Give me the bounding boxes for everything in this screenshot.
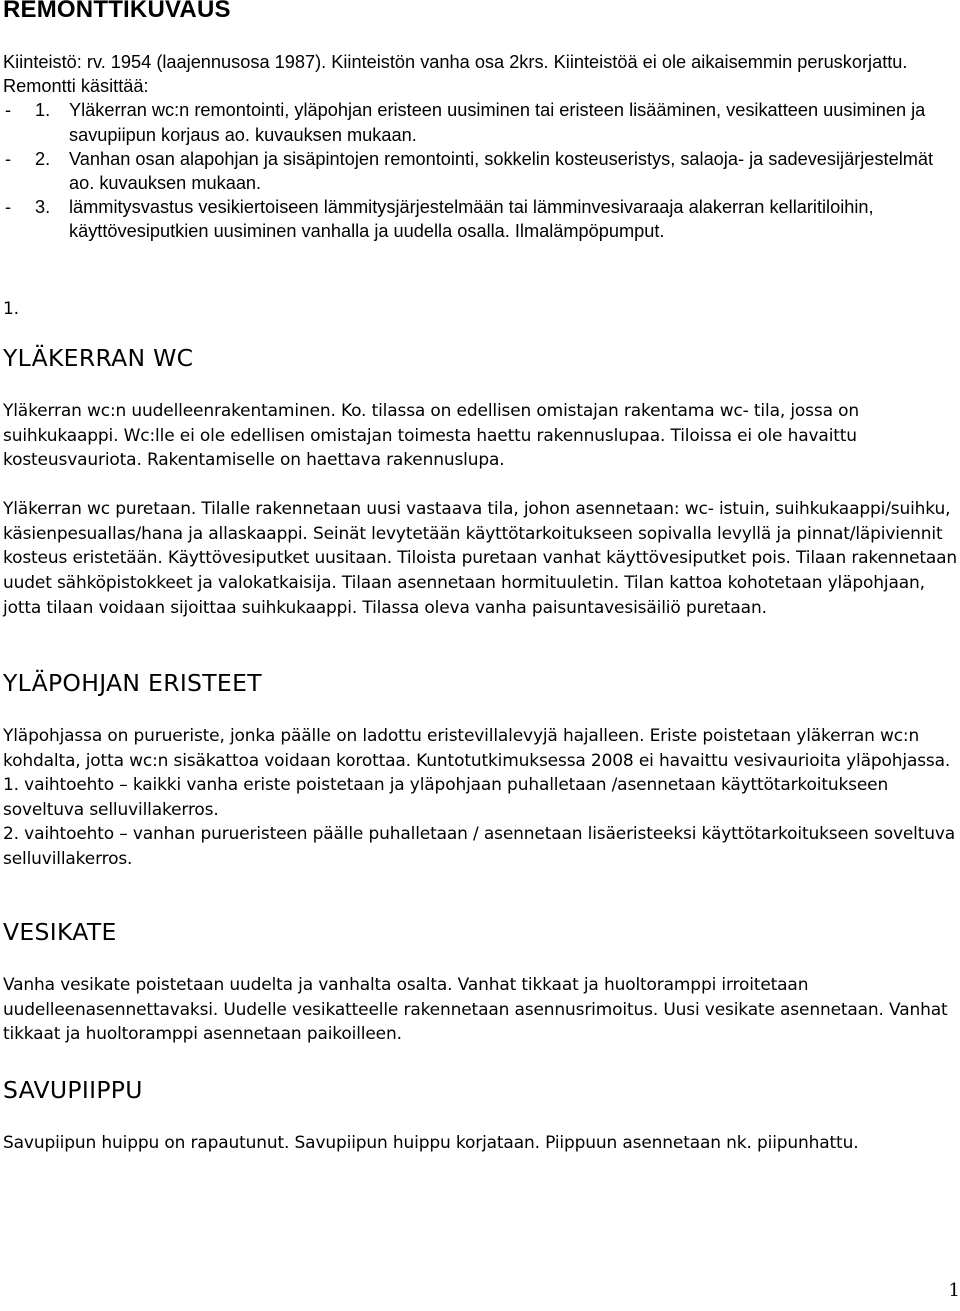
list-item-number: 1. [35,100,51,121]
section-paragraph: Yläpohjassa on purueriste, jonka päälle on ladottu eristevillalevyjä hajalleen. Eriste poistetaan yläkerran wc:n kohdalta, jotta wc:n sisäkattoa voidaan korottaa. Kuntotutkimuksessa 2008 ei havaittu vesivaurioita yläpohjassa. [3,726,951,771]
list-item-body [21,98,958,146]
section-vesikate [3,917,960,1047]
section-number: 1. [3,299,19,319]
section-savupiippu [3,1075,960,1156]
list-dash: - [5,197,12,218]
list-dash: - [5,100,12,121]
section-paragraph: Yläkerran wc puretaan. Tilalle rakennetaan uusi vastaava tila, johon asennetaan: wc- istuin, suihkukaappi/suihku, käsienpesuallas/hana ja allaskaappi. Seinät levytetään käyttötarkoitukseen sopivalla levyllä ja pinnat/läpiviennit kosteus eristetään. Käyttövesiputket uusitaan. Tiloista puretaan vanhat käyttövesiputket pois. Tilaan rakennetaan uudet sähköpistokkeet ja valokatkaisija. Tilaan asennetaan hormituuletin. Tilan kattoa kohotetaan yläpohjaan, jotta tilaan voidaan sijoittaa suihkukaappi. Tilassa oleva vanha paisuntavesisäiliö puretaan. [3,499,958,618]
section-paragraph: 1. vaihtoehto – kaikki vanha eriste poistetaan ja yläpohjaan puhalletaan /asennetaan käyttötarkoitukseen soveltuva selluvillakerros. [3,775,889,820]
section-paragraph: Yläkerran wc:n uudelleenrakentaminen. Ko. tilassa on edellisen omistajan rakentama wc- tila, jossa on suihkukaappi. Wc:lle ei ole edellisen omistajan toimesta haettu rakennuslupaa. Tiloissa ei ole havaittu kosteusvauriota. Rakentamiselle on haettava rakennuslupa. [3,401,859,471]
section-ylapohjan-eristeet [3,668,960,872]
section-heading: VESIKATE [3,918,117,946]
section-ylakerran-wc [3,297,960,620]
document-title: REMONTTIKUVAUS [3,0,231,23]
page-number: 1 [948,1280,960,1301]
section-heading: YLÄKERRAN WC [3,344,194,372]
list-item-body [21,147,958,195]
list-item-text: Vanhan osan alapohjan ja sisäpintojen remontointi, sokkelin kosteuseristys, salaoja- ja sadevesijärjestelmät ao. kuvauksen mukaan. [69,148,934,194]
intro-block [3,50,958,244]
list-item [3,147,958,195]
section-paragraph: Vanha vesikate poistetaan uudelta ja vanhalta osalta. Vanhat tikkaat ja huoltoramppi irroitetaan uudelleenasennettavaksi. Uudelle vesikatteelle rakennetaan asennusrimoitus. Uusi vesikate asennetaan. Vanhat tikkaat ja huoltoramppi asennetaan paikoilleen. [3,975,948,1045]
list-item-body [21,195,958,243]
list-item [3,195,958,243]
list-item-text: Yläkerran wc:n remontointi, yläpohjan eristeen uusiminen tai eristeen lisääminen, vesikatteen uusiminen ja savupiipun korjaus ao. kuvauksen mukaan. [69,100,926,145]
list-item-number: 2. [35,148,51,169]
section-paragraph: Savupiipun huippu on rapautunut. Savupiipun huippu korjataan. Piippuun asennetaan nk. piipunhattu. [3,1133,859,1153]
list-item [3,98,958,146]
list-item-text: lämmitysvastus vesikiertoiseen lämmitysjärjestelmään tai lämminvesivaraaja alakerran kellaritiloihin, käyttövesiputkien uusiminen vanhalla ja uudella osalla. Ilmalämpöpumput. [69,197,874,242]
list-item-number: 3. [35,197,51,218]
intro-paragraph: Kiinteistö: rv. 1954 (laajennusosa 1987). Kiinteistön vanha osa 2krs. Kiinteistöä ei ole aikaisemmin peruskorjattu. Remontti käsittää: [3,52,908,97]
list-dash: - [5,148,12,169]
section-heading: SAVUPIIPPU [3,1076,143,1104]
section-paragraph: 2. vaihtoehto – vanhan purueristeen päälle puhalletaan / asennetaan lisäeristeeksi käyttötarkoitukseen soveltuva selluvillakerros. [3,824,956,869]
section-heading: YLÄPOHJAN ERISTEET [3,669,262,697]
